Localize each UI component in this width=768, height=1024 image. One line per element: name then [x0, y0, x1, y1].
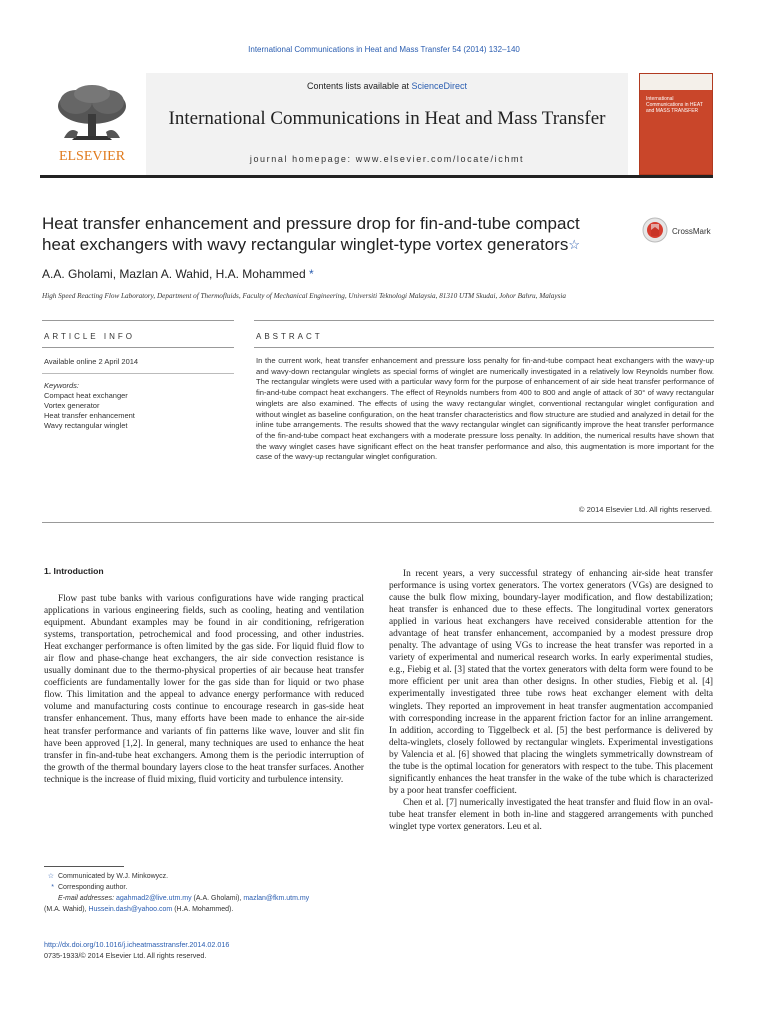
email-name-mohammed: (H.A. Mohammed).: [174, 906, 234, 913]
email-link-wahid[interactable]: mazlan@fkm.utm.my: [243, 895, 310, 902]
right-column-paragraph-1: In recent years, a very successful strategy of enhancing air-side heat transfer performance is using vortex generators. The vortex generators (VGs) are designed to cause the bulk flow mixing, boundary-layer modification, and flow destabilization; heat transfer is enhanced due to these effects. The longitudinal vortex generators applied in various heat exchangers have received considerable attention for the advantage of heat transfer enhancement, accompanied by a modest pressure drop penalty. The advantage of using VGs to increase the heat transfer was reported in a variety of experimental and numerical research works. In early experimental studies, e.g., Fiebig et al. [3] stated that the vortex generators with delta form were found to be more efficient per unit area than other designs. In other studies, Fiebig et al. [4] experimentally investigated three tube rows heat exchanger element with delta winglets. They reported an improvement in heat transfer augmentation accompanied with corresponding increase in the apparent friction factor for an inline arrangement. In addition, according to Tiggelbeck et al. [5] the best performance is delivered by delta-winglets, closely followed by rectangular winglets. Experimental investigations by Valencia et al. [6] showed that placing the winglets symmetrically downstream of the tube is the optimal location for generators with respect to the tube. This placement significantly enhances the heat transfer in the wake of the tube which is characterized by a poor heat transfer coefficient.: [389, 569, 713, 796]
keyword-item: Wavy rectangular winglet: [44, 421, 128, 430]
contents-prefix: Contents lists available at: [306, 81, 412, 91]
footnote-mark-star: ☆: [47, 873, 54, 880]
abstract-rule-bottom: [42, 522, 714, 523]
author-list: [42, 267, 314, 281]
title-line-1: Heat transfer enhancement and pressure drop for fin-and-tube compact: [42, 214, 580, 233]
right-column-paragraph-2: Chen et al. [7] numerically investigated the heat transfer and fluid flow in an oval-tube heat transfer element in both in-line and staggered arrangements with punched winglet type vortex generators. Leu et al.: [389, 797, 713, 832]
cover-title: International Communications in HEAT and MASS TRANSFER: [646, 96, 703, 114]
elsevier-logo: [42, 80, 142, 165]
corresponding-author-mark[interactable]: *: [309, 267, 314, 281]
left-column-paragraph: Flow past tube banks with various configurations have wide ranging practical applications in various engineering fields, such as cooling, heating and ventilation equipment. Abundant examples may be found in air conditioning, refrigeration systems, transportation, petrochemical and food processing, and other industries. Heat exchanger performance is often limited by the gas side. For liquid fluid flow to air flow and phase-change heat exchangers, the air side convection resistance is usually dominant due to the thermo-physical properties of air because heat transfer coefficients are fundamentally lower for the gas side than for liquid or two phase flow. This limitation and the appeal to advance energy performance with reduced volume and manufacturing costs continue to encourage research in gas-side heat transfer enhancement. Thus, many efforts have been made to enhance the air-side heat transfer performance and variants of fin patterns like wave, louver and slit fin have been approved [1,2]. In general, many techniques are used to enhance the heat transfer in fin-and-tube heat exchangers. Among them is the periodic interruption of the growth of the thermal boundary layers close to the heat transfer surfaces. Another technique is the increase of fluid mixing, fluid vorticity and turbulence intensity.: [44, 594, 364, 785]
footnote-corresponding: [44, 882, 374, 893]
title-footnote-mark[interactable]: ☆: [568, 237, 580, 252]
footnote-communicated-text: Communicated by W.J. Minkowycz.: [58, 873, 169, 880]
article-info-rule-top: [42, 320, 234, 321]
email-label: E-mail addresses:: [58, 895, 115, 902]
abstract-heading: ABSTRACT: [256, 332, 323, 341]
article-info-heading: ARTICLE INFO: [44, 332, 135, 341]
keyword-item: Compact heat exchanger: [44, 391, 128, 400]
abstract-rule-top: [254, 320, 714, 321]
article-title: [42, 213, 622, 255]
journal-name: International Communications in Heat and Mass Transfer: [168, 108, 606, 129]
footnote-rule: [44, 866, 124, 867]
keyword-item: Vortex generator: [44, 401, 100, 410]
elsevier-wordmark: ELSEVIER: [58, 149, 126, 164]
crossmark-label: CrossMark: [672, 227, 711, 236]
header-rule: [40, 175, 713, 178]
elsevier-tree-icon: [42, 80, 142, 165]
keywords-block: [44, 381, 135, 431]
crossmark-badge[interactable]: [642, 216, 720, 244]
footnote-emails-cont: [44, 904, 374, 915]
section-heading-introduction: 1. Introduction: [44, 566, 104, 576]
keywords-heading: Keywords:: [44, 381, 80, 390]
keyword-item: Heat transfer enhancement: [44, 411, 135, 420]
email-link-gholami[interactable]: agahmad2@live.utm.my: [115, 895, 192, 902]
abstract-copyright: © 2014 Elsevier Ltd. All rights reserved.: [578, 505, 712, 514]
sciencedirect-link[interactable]: ScienceDirect: [411, 81, 468, 91]
journal-homepage[interactable]: journal homepage: www.elsevier.com/locate/ichmt: [249, 154, 525, 164]
abstract-rule-mid: [254, 347, 714, 348]
email-name-wahid: (M.A. Wahid),: [44, 906, 87, 913]
article-info-rule-bottom: [42, 373, 234, 374]
title-line-2: heat exchangers with wavy rectangular winglet-type vortex generators: [42, 235, 569, 254]
footnotes: [44, 871, 374, 915]
footnote-mark-asterisk: *: [51, 884, 54, 891]
footnote-communicated: [44, 871, 374, 882]
journal-cover-thumbnail: [639, 73, 713, 175]
issn-line: 0735-1933/© 2014 Elsevier Ltd. All rights reserved.: [44, 951, 207, 960]
journal-reference[interactable]: International Communications in Heat and Mass Transfer 54 (2014) 132–140: [248, 45, 520, 54]
affiliation: High Speed Reacting Flow Laboratory, Department of Thermofluids, Faculty of Mechanical Engineering, Universiti Teknologi Malaysia, 81310 UTM Skudai, Johor Bahru, Malaysia: [42, 292, 566, 300]
doi-block: [44, 939, 229, 961]
authors-names: A.A. Gholami, Mazlan A. Wahid, H.A. Mohammed: [42, 267, 306, 281]
doi-link[interactable]: http://dx.doi.org/10.1016/j.icheatmasstransfer.2014.02.016: [44, 940, 230, 949]
crossmark-icon: [642, 216, 720, 244]
abstract-text: In the current work, heat transfer enhancement and pressure loss penalty for fin-and-tube compact heat exchangers with the wavy-up and wavy-down rectangular winglets as special forms of winglet are numerically investigated in a relatively low Reynolds number flow. The rectangular winglets were used with a particular wavy form for the purpose of enhancement of air side heat transfer performance of fin-and-tube compact heat exchangers. The effect of Reynolds numbers from 400 to 800 and angle of attack of 30° of wavy rectangular winglets are also examined. The effects of using the wavy rectangular winglet, conventional rectangular winglet configuration and without winglet as baseline configuration, on the heat transfer characteristics and flow structure are studied and analyzed in detail for the inline tube arrangements. The results showed that the wavy rectangular winglet can significantly improve the heat transfer performance of the fin-and-tube compact heat exchangers with a moderate pressure loss penalty. In addition, the numerical results have shown that the wavy winglet cases have significant effect on the heat transfer performance and also, this augmentation is more important for the case of the wavy-up rectangular winglet configuration.: [256, 356, 714, 462]
cover-top-band: [640, 74, 712, 90]
article-info-rule-mid: [42, 347, 234, 348]
contents-line: [146, 81, 628, 91]
email-link-mohammed[interactable]: Hussein.dash@yahoo.com: [88, 906, 173, 913]
available-online-date: Available online 2 April 2014: [44, 357, 139, 366]
footnote-corresponding-text: Corresponding author.: [58, 884, 128, 891]
email-name-gholami: (A.A. Gholami),: [193, 895, 242, 902]
right-column: [389, 568, 713, 833]
footnote-emails: [44, 893, 374, 904]
